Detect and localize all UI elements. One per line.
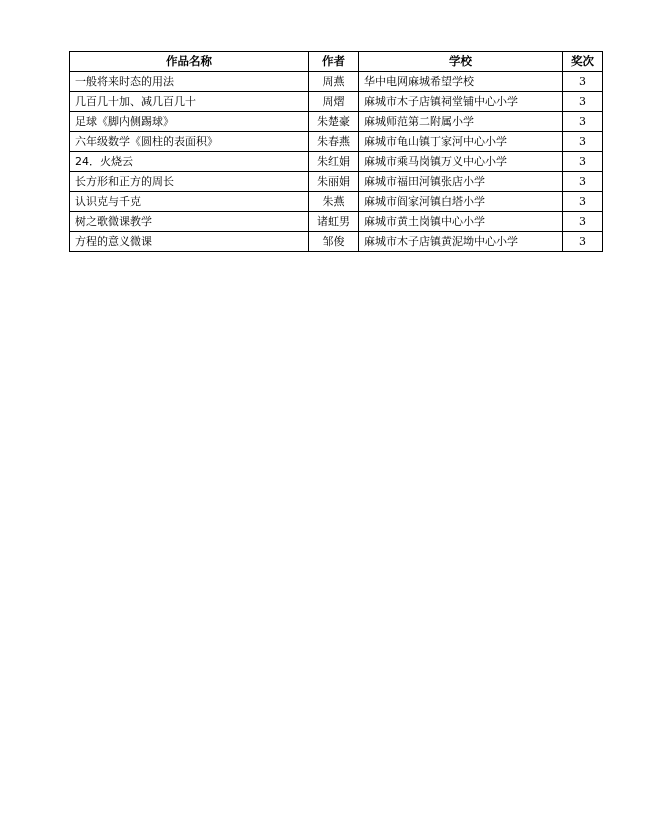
cell-award: 3 xyxy=(563,112,603,132)
table-row xyxy=(70,232,603,252)
cell-school: 麻城市木子店镇黄泥坳中心小学 xyxy=(359,232,563,252)
cell-school: 麻城师范第二附属小学 xyxy=(359,112,563,132)
award-table-body xyxy=(70,72,603,252)
table-row xyxy=(70,112,603,132)
cell-school: 华中电网麻城希望学校 xyxy=(359,72,563,92)
table-row xyxy=(70,92,603,112)
table-row xyxy=(70,132,603,152)
cell-title: 六年级数学《圆柱的表面积》 xyxy=(70,132,309,152)
cell-award: 3 xyxy=(563,232,603,252)
header-school: 学校 xyxy=(359,52,563,72)
cell-award: 3 xyxy=(563,92,603,112)
cell-award: 3 xyxy=(563,192,603,212)
table-row xyxy=(70,172,603,192)
header-author: 作者 xyxy=(309,52,359,72)
cell-school: 麻城市黄土岗镇中心小学 xyxy=(359,212,563,232)
cell-award: 3 xyxy=(563,212,603,232)
table-row xyxy=(70,72,603,92)
cell-author: 朱丽娟 xyxy=(309,172,359,192)
header-award: 奖次 xyxy=(563,52,603,72)
cell-title: 树之歌微课教学 xyxy=(70,212,309,232)
cell-author: 周燕 xyxy=(309,72,359,92)
cell-award: 3 xyxy=(563,152,603,172)
cell-school: 麻城市乘马岗镇万义中心小学 xyxy=(359,152,563,172)
award-table-header xyxy=(70,52,603,72)
cell-school: 麻城市福田河镇张店小学 xyxy=(359,172,563,192)
cell-award: 3 xyxy=(563,172,603,192)
cell-title: 24．火烧云 xyxy=(70,152,309,172)
cell-title: 长方形和正方的周长 xyxy=(70,172,309,192)
cell-title: 一般将来时态的用法 xyxy=(70,72,309,92)
cell-author: 邹俊 xyxy=(309,232,359,252)
cell-author: 朱春燕 xyxy=(309,132,359,152)
header-row xyxy=(70,52,603,72)
cell-award: 3 xyxy=(563,132,603,152)
table-row xyxy=(70,192,603,212)
cell-title: 几百几十加、减几百几十 xyxy=(70,92,309,112)
cell-school: 麻城市阎家河镇白塔小学 xyxy=(359,192,563,212)
cell-author: 朱红娟 xyxy=(309,152,359,172)
cell-author: 朱燕 xyxy=(309,192,359,212)
table-row xyxy=(70,212,603,232)
cell-school: 麻城市龟山镇丁家河中心小学 xyxy=(359,132,563,152)
cell-author: 周熠 xyxy=(309,92,359,112)
award-table xyxy=(69,51,603,252)
cell-school: 麻城市木子店镇祠堂铺中心小学 xyxy=(359,92,563,112)
header-title: 作品名称 xyxy=(70,52,309,72)
cell-title: 认识克与千克 xyxy=(70,192,309,212)
cell-title: 足球《脚内侧踢球》 xyxy=(70,112,309,132)
cell-author: 诸虹男 xyxy=(309,212,359,232)
cell-author: 朱楚豪 xyxy=(309,112,359,132)
table-row xyxy=(70,152,603,172)
cell-award: 3 xyxy=(563,72,603,92)
cell-title: 方程的意义微课 xyxy=(70,232,309,252)
